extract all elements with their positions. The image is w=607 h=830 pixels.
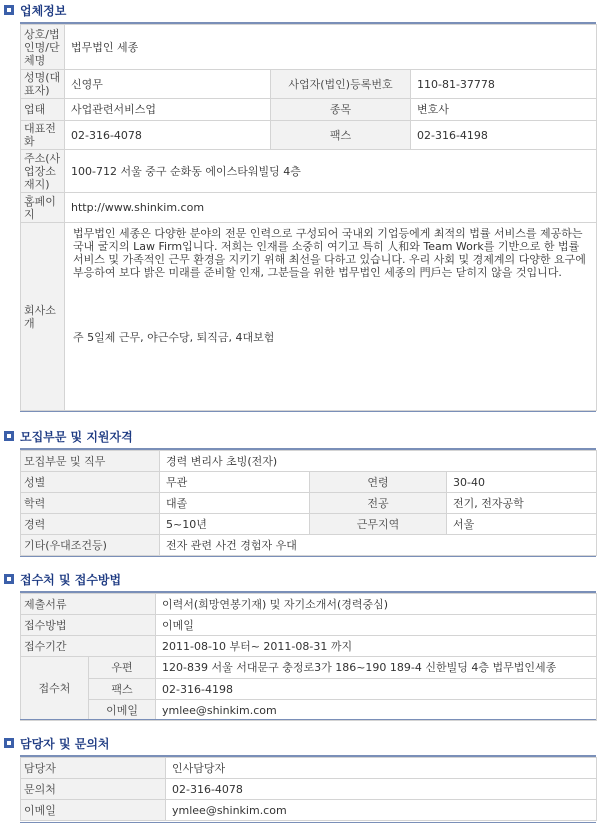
- apply-fax-value: 02-316-4198: [156, 679, 597, 700]
- region-value: 서울: [447, 514, 597, 535]
- fax-label: 팩스: [271, 121, 411, 150]
- method-value: 이메일: [156, 615, 597, 636]
- apply-email-link[interactable]: ymlee@shinkim.com: [156, 700, 597, 721]
- contact-section-title: 담당자 및 문의처: [20, 736, 110, 751]
- intro-content: [65, 223, 597, 411]
- section-bullet-icon: [4, 738, 14, 748]
- tel-label: 대표전화: [21, 121, 65, 150]
- fax-value: 02-316-4198: [411, 121, 597, 150]
- intro-label: 회사소개: [21, 223, 65, 411]
- career-label: 경력: [21, 514, 160, 535]
- age-label: 연령: [310, 472, 447, 493]
- apply-section-title: 접수처 및 접수방법: [20, 572, 122, 587]
- company-section-title: 업체정보: [20, 3, 67, 18]
- etc-label: 기타(우대조건등): [21, 535, 160, 556]
- business-type-label: 업태: [21, 99, 65, 121]
- recruit-section-header: [4, 428, 133, 444]
- contact-section-header: [4, 735, 110, 751]
- person-label: 담당자: [21, 758, 166, 779]
- education-value: 대졸: [160, 493, 310, 514]
- gender-value: 무관: [160, 472, 310, 493]
- apply-section-header: [4, 571, 121, 587]
- business-item-value: 변호사: [411, 99, 597, 121]
- contact-table: [20, 757, 597, 821]
- ceo-label: 성명(대표자): [21, 70, 65, 99]
- major-label: 전공: [310, 493, 447, 514]
- period-value: 2011-08-10 부터~ 2011-08-31 까지: [156, 636, 597, 657]
- period-label: 접수기간: [21, 636, 156, 657]
- section-divider: [20, 822, 596, 823]
- section-divider: [20, 556, 596, 557]
- region-label: 근무지역: [310, 514, 447, 535]
- bizno-value: 110-81-37778: [411, 70, 597, 99]
- ceo-value: 신영무: [65, 70, 271, 99]
- inquiry-label: 문의처: [21, 779, 166, 800]
- etc-value: 전자 관련 사건 경험자 우대: [160, 535, 597, 556]
- apply-table: [20, 593, 597, 721]
- company-section-header: [4, 2, 66, 18]
- homepage-label: 홈페이지: [21, 193, 65, 223]
- recruit-table: [20, 450, 597, 556]
- business-type-value: 사업관련서비스업: [65, 99, 271, 121]
- inquiry-value: 02-316-4078: [166, 779, 597, 800]
- major-value: 전기, 전자공학: [447, 493, 597, 514]
- docs-value: 이력서(희망연봉기재) 및 자기소개서(경력중심): [156, 594, 597, 615]
- post-value: 120-839 서울 서대문구 충정로3가 186~190 189-4 신한빌딩 4층 법무법인세종: [156, 657, 597, 679]
- intro-benefits: 주 5일제 근무, 야근수당, 퇴직금, 4대보험: [73, 331, 275, 344]
- apply-fax-label: 팩스: [89, 679, 156, 700]
- gender-label: 성별: [21, 472, 160, 493]
- recruit-section-title: 모집부문 및 지원자격: [20, 429, 133, 444]
- company-name-value: 법무법인 세종: [65, 25, 597, 70]
- person-value: 인사담당자: [166, 758, 597, 779]
- company-name-label: 상호/법인명/단체명: [21, 25, 65, 70]
- intro-text: 법무법인 세종은 다양한 분야의 전문 인력으로 구성되어 국내외 기업등에게 최적의 법률 서비스를 제공하는 국내 굴지의 Law Firm입니다. 저희는 인재를 소중히 여기고 특히 人和와 Team Work를 기반으로 한 법률 서비스 및 가족적인 근무 환경을 지키기 위해 최선을 다하고 있습니다. 우리 사회 및 경제계의 다양한 요구에 부응하여 보다 밝은 미래를 준비할 인재, 그분들을 위한 법무법인 세종의 門戶는 닫히지 않을 것입니다.: [73, 227, 586, 279]
- section-divider: [20, 719, 596, 720]
- dept-value: 경력 변리사 초빙(전자): [160, 451, 597, 472]
- age-value: 30-40: [447, 472, 597, 493]
- apply-email-label: 이메일: [89, 700, 156, 721]
- section-bullet-icon: [4, 574, 14, 584]
- education-label: 학력: [21, 493, 160, 514]
- contact-email-label: 이메일: [21, 800, 166, 821]
- section-divider: [20, 411, 596, 412]
- address-value: 100-712 서울 중구 순화동 에이스타워빌딩 4층: [65, 150, 597, 193]
- contact-email-link[interactable]: ymlee@shinkim.com: [166, 800, 597, 821]
- tel-value: 02-316-4078: [65, 121, 271, 150]
- address-label: 주소(사업장소재지): [21, 150, 65, 193]
- docs-label: 제출서류: [21, 594, 156, 615]
- company-info-table: [20, 24, 597, 411]
- section-bullet-icon: [4, 431, 14, 441]
- career-value: 5~10년: [160, 514, 310, 535]
- business-item-label: 종목: [271, 99, 411, 121]
- section-bullet-icon: [4, 5, 14, 15]
- place-label: 접수처: [21, 657, 89, 721]
- method-label: 접수방법: [21, 615, 156, 636]
- post-label: 우편: [89, 657, 156, 679]
- dept-label: 모집부문 및 직무: [21, 451, 160, 472]
- homepage-link[interactable]: http://www.shinkim.com: [65, 193, 597, 223]
- bizno-label: 사업자(법인)등록번호: [271, 70, 411, 99]
